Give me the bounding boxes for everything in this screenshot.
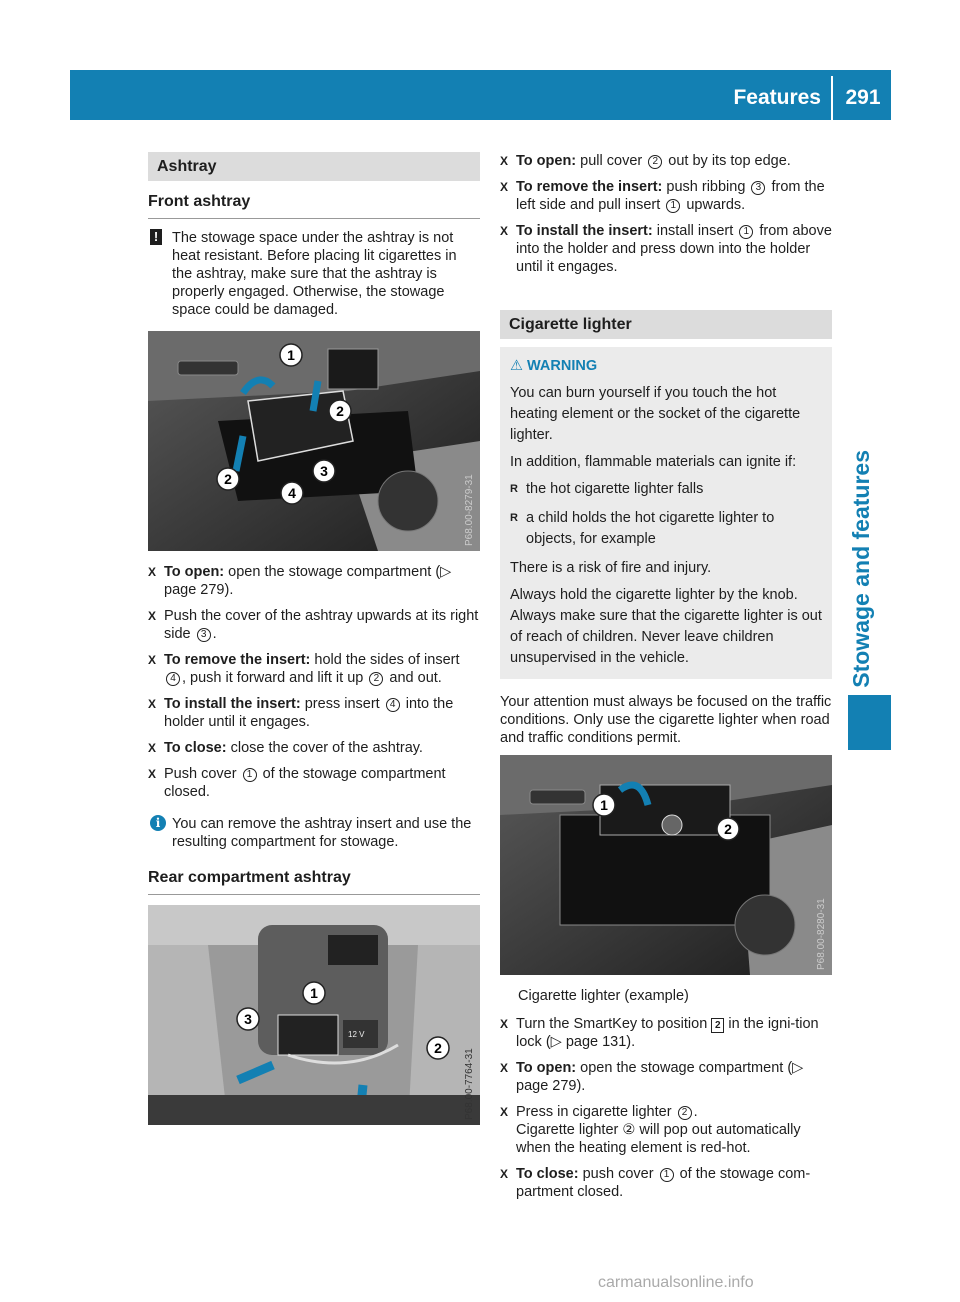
svg-text:3: 3	[320, 463, 328, 479]
step-arrow-icon: X	[500, 1061, 509, 1075]
step-remove-insert: X To remove the insert: hold the sides of insert 4 , push it forward and lift it up 2 and out.	[148, 652, 460, 686]
image-badge-12v: 12 V	[348, 1030, 365, 1039]
cigarette-lighter-illustration	[500, 755, 832, 975]
page-header	[70, 70, 891, 120]
image-code-1: P68.00-8279-31	[464, 474, 475, 546]
warning-triangle-icon: ⚠	[510, 358, 523, 374]
heading-front-ashtray: Front ashtray	[148, 193, 480, 219]
info-note: i You can remove the ashtray insert and use the resulting compartment for stowage.	[148, 815, 480, 851]
info-icon: i	[150, 815, 166, 831]
warning-box	[500, 347, 832, 679]
step-arrow-icon: X	[500, 180, 509, 194]
right-column	[500, 152, 832, 1209]
step-lighter-open: X To open: open the stowage compartment (▷ page 279).	[500, 1060, 804, 1094]
chapter-title: Features	[733, 86, 821, 109]
step-close: X To close: close the cover of the ashtray.	[148, 740, 423, 756]
svg-text:4: 4	[288, 485, 296, 501]
section-title-cigarette-lighter: Cigarette lighter	[500, 310, 832, 339]
step-arrow-icon: X	[500, 154, 509, 168]
side-tab-label: Stowage and features	[848, 450, 874, 688]
step-arrow-icon: X	[500, 1167, 509, 1181]
side-tab-marker	[848, 695, 891, 750]
warning-text: You can burn yourself if you touch the hot heating element or the socket of the cigarette lighter.	[510, 385, 801, 443]
left-column	[148, 152, 480, 1137]
warning-bullet: R a child holds the hot cigarette lighter to objects, for example	[510, 510, 775, 547]
caution-icon: !	[150, 229, 162, 245]
step-arrow-icon: X	[148, 565, 157, 579]
step-press-lighter: X Press in cigarette lighter 2 . Cigarette lighter ② will pop out automatically when the heating element is red-hot.	[500, 1104, 801, 1156]
svg-text:2: 2	[336, 403, 344, 419]
svg-text:2: 2	[724, 821, 732, 837]
step-arrow-icon: X	[148, 609, 157, 623]
image-caption: Cigarette lighter (example)	[518, 988, 689, 1004]
front-ashtray-illustration	[148, 331, 480, 551]
svg-text:2: 2	[434, 1040, 442, 1056]
watermark: carmanualsonline.info	[598, 1274, 754, 1291]
rear-ashtray-illustration	[148, 905, 480, 1125]
attention-text: Your attention must always be focused on the traffic conditions. Only use the cigarette lighter when road and traffic conditions permit.	[500, 694, 832, 746]
step-push-cover: X Push the cover of the ashtray upwards at its right side 3 .	[148, 608, 479, 642]
rear-ashtray-image	[148, 905, 480, 1125]
warning-bullet: R the hot cigarette lighter falls	[510, 481, 704, 497]
front-ashtray-image	[148, 331, 480, 551]
step-arrow-icon: X	[148, 697, 157, 711]
step-rear-install-insert: X To install the insert: install insert 1 from above into the holder and press down into the holder until it engages.	[500, 223, 832, 275]
step-arrow-icon: X	[148, 741, 157, 755]
image-code-2: P68.00-7764-31	[464, 1048, 475, 1120]
page-number: 291	[845, 86, 881, 109]
svg-text:3: 3	[244, 1011, 252, 1027]
heading-rear-ashtray: Rear compartment ashtray	[148, 869, 480, 895]
warning-text: There is a risk of fire and injury.	[510, 560, 712, 576]
svg-text:1: 1	[310, 985, 318, 1001]
cigarette-lighter-image	[500, 755, 832, 975]
header-divider	[831, 76, 833, 120]
warning-title: ⚠ WARNING	[510, 358, 598, 374]
step-arrow-icon: X	[500, 1017, 509, 1031]
side-tab	[838, 120, 891, 720]
step-arrow-icon: X	[148, 767, 157, 781]
warning-text: Always hold the cigarette lighter by the knob. Always make sure that the cigarette lighter is out of reach of children. Never leave children unsupervised in the vehicle.	[510, 587, 822, 666]
section-title-ashtray: Ashtray	[148, 152, 480, 181]
svg-text:1: 1	[600, 797, 608, 813]
caution-note: ! The stowage space under the ashtray is not heat resistant. Before placing lit cigarettes in the ashtray, make sure that the ashtray is properly engaged. Otherwise, the stowage space could be damaged.	[148, 229, 480, 319]
svg-text:2: 2	[224, 471, 232, 487]
step-turn-smartkey: X Turn the SmartKey to position 2 in the igni-tion lock (▷ page 131).	[500, 1016, 819, 1050]
step-arrow-icon: X	[500, 1105, 509, 1119]
warning-text: In addition, flammable materials can ignite if:	[510, 454, 797, 470]
step-rear-open: X To open: pull cover 2 out by its top edge.	[500, 153, 791, 169]
step-rear-remove-insert: X To remove the insert: push ribbing 3 from the left side and pull insert 1 upwards.	[500, 179, 825, 213]
step-install-insert: X To install the insert: press insert 4 into the holder until it engages.	[148, 696, 454, 730]
step-lighter-close: X To close: push cover 1 of the stowage com-partment closed.	[500, 1166, 811, 1200]
step-open: X To open: open the stowage compartment (▷ page 279).	[148, 564, 452, 598]
step-arrow-icon: X	[148, 653, 157, 667]
step-arrow-icon: X	[500, 224, 509, 238]
svg-text:1: 1	[287, 347, 295, 363]
image-code-3: P68.00-8280-31	[816, 898, 827, 970]
step-push-cover-closed: X Push cover 1 of the stowage compartment closed.	[148, 766, 446, 800]
